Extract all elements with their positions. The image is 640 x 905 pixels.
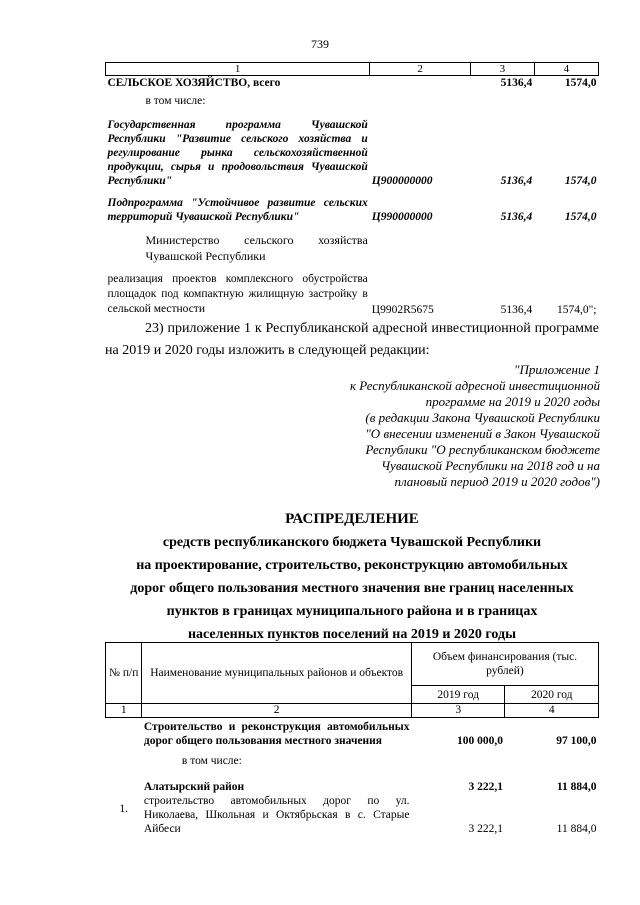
row-value-2020: 1574,0"; [556,303,597,316]
title-line: населенных пунктов поселений на 2019 и 2020 годы [187,627,517,642]
page-number: 739 [311,37,329,51]
row-number: 1. [119,803,128,815]
row-value-2019: 5136,4 [500,303,533,316]
appendix-line: плановый период 2019 и 2020 годов") [394,474,600,489]
row-name: в том числе: [181,755,242,767]
row-name: Министерство сельского хозяйства Чувашской Республики [145,232,368,263]
distribution-table [105,642,599,836]
column-header-no: № п/п [106,643,142,704]
row-name: Подпрограмма "Устойчивое развитие сельских территорий Чувашской Республики" [107,196,368,223]
budget-table [105,62,599,317]
column-number: 1 [106,704,142,718]
column-number: 2 [142,704,412,718]
title-line: пунктов в границах муниципального района и в границах [166,604,538,619]
appendix-line: "О внесении изменений в Закон Чувашской [365,426,600,441]
amendment-paragraph: 23) приложение 1 к Республиканской адресной инвестиционной программе на 2019 и 2020 годы изложить в следующей редакции: [105,321,599,358]
row-value-2019: 5136,4 [500,77,533,89]
row-value-2020: 1574,0 [564,210,597,223]
title-line: на проектирование, строительство, реконструкцию автомобильных [136,558,568,573]
row-name: строительство автомобильных дорог по ул. Николаева, Школьная и Октябрьская в с. Старые Айбеси [143,795,410,835]
row-number [106,774,142,794]
table-row [106,794,599,836]
row-code [370,76,471,94]
row-code: Ц990000000 [371,210,433,223]
column-header-volume: Объем финансирования (тыс. рублей) [411,643,598,686]
title-line: средств республиканского бюджета Чувашской Республики [162,535,542,550]
table-row [106,718,599,749]
table-row [106,118,599,188]
row-name: СЕЛЬСКОЕ ХОЗЯЙСТВО, всего [107,77,281,89]
row-code: Ц9902R5675 [371,303,434,316]
title-heading: РАСПРЕДЕЛЕНИЕ [285,511,419,527]
appendix-note [300,362,600,490]
row-value-2020: 1574,0 [564,77,597,89]
row-name: реализация проектов комплексного обустройства площадок под компактную жилищную застройку в сельской местности [107,272,368,315]
row-code: Ц900000000 [371,174,433,187]
row-name: Государственная программа Чувашской Республики "Развитие сельского хозяйства и регулирование рынка сельскохозяйственной продукции, сырья и продовольствия Чувашской Республики" [107,118,368,187]
row-value-2019: 5136,4 [500,210,533,223]
row-value-2019: 5136,4 [500,174,533,187]
row-value-2020: 11 884,0 [556,823,597,835]
title-line: дорог общего пользования местного значения вне границ населенных [130,581,574,596]
table-row [106,76,599,94]
table-row [106,94,599,118]
column-header-2019: 2019 год [411,686,505,704]
column-header: 3 [470,63,534,76]
column-number: 3 [411,704,505,718]
table-number-row [106,704,599,718]
table-header-row [106,63,599,76]
appendix-line: Чувашской Республики на 2018 год и на [381,458,600,473]
appendix-line: (в редакции Закона Чувашской Республики [365,410,600,425]
appendix-line: программе на 2019 и 2020 годы [425,394,600,409]
table-row [106,272,599,317]
table-row [106,224,599,272]
row-value-2020: 1574,0 [564,174,597,187]
column-number: 4 [505,704,599,718]
table-header-row [106,643,599,686]
appendix-line: "Приложение 1 [513,362,600,377]
row-name: Строительство и реконструкция автомобильных дорог общего пользования местного значения [143,721,410,747]
row-value-2019: 100 000,0 [456,735,503,747]
row-value-2019: 3 222,1 [468,781,503,793]
row-value-2019: 3 222,1 [468,823,503,835]
row-name: в том числе: [145,94,206,107]
row-name: Алатырский район [143,781,245,793]
column-header: 1 [106,63,370,76]
appendix-line: к Республиканской адресной инвестиционной [349,378,600,393]
table-row [106,748,599,774]
row-number [106,748,142,774]
row-number [106,718,142,749]
row-value-2020: 97 100,0 [556,735,597,747]
table-row [106,774,599,794]
appendix-line: Республики "О республиканском бюджете [365,442,600,457]
row-value-2020: 11 884,0 [556,781,597,793]
column-header-2020: 2020 год [505,686,599,704]
column-header: 4 [534,63,598,76]
table-row [106,188,599,224]
column-header: 2 [370,63,471,76]
distribution-title [105,508,599,646]
column-header-name: Наименование муниципальных районов и объектов [142,643,412,704]
